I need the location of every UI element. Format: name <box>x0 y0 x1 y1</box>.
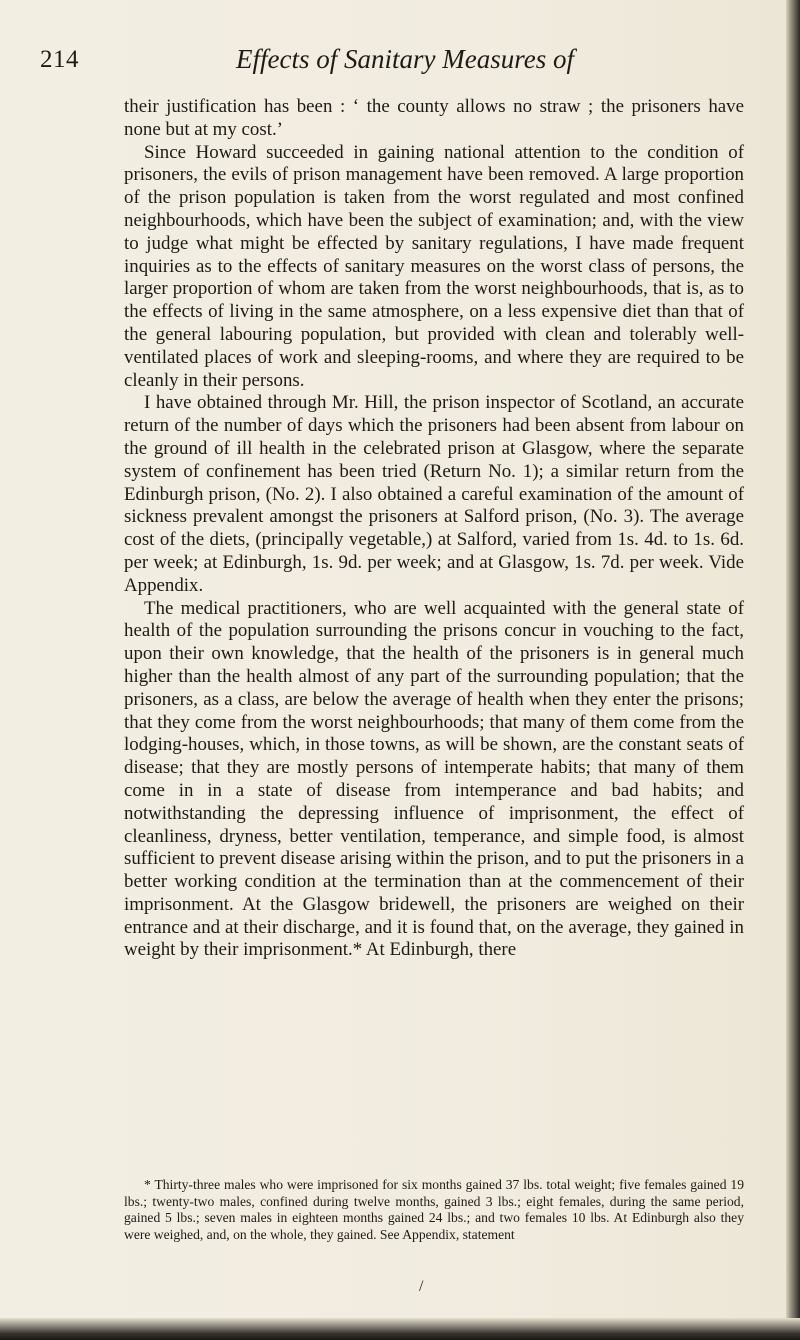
main-text <box>124 96 744 962</box>
page-number: 214 <box>40 46 79 73</box>
page-header <box>40 42 740 82</box>
page-edge-right <box>786 0 800 1340</box>
paragraph-continuation: their justification has been : ‘ the county allows no straw ; the prisoners have none but at my cost.’ <box>124 96 744 140</box>
running-title: Effects of Sanitary Measures of <box>236 44 574 74</box>
paragraph-returns: I have obtained through Mr. Hill, the prison inspector of Scotland, an accurate return of the number of days which the prisoners had been absent from labour on the ground of ill health in the celebrated prison at Glasgow, where the separate system of confinement has been tried (Return No. 1); a similar return from the Edinburgh prison, (No. 2). I also obtained a careful examination of the amount of sickness prevalent amongst the prisoners at Salford prison, (No. 3). The average cost of the diets, (principally vegetable,) at Salford, varied from 1s. 4d. to 1s. 6d. per week; at Edinburgh, 1s. 9d. per week; and at Glasgow, 1s. 7d. per week. Vide Appendix. <box>124 392 744 596</box>
signature-mark: / <box>419 1278 424 1295</box>
paragraph-howard: Since Howard succeeded in gaining national attention to the condition of prisoners, the evils of prison management have been removed. A large proportion of the prison population is taken from the worst regulated and most confined neighbourhoods, which have been the subject of examination; and, with the view to judge what might be effected by sanitary regulations, I have made frequent inquiries as to the effects of sanitary measures on the worst class of persons, the larger proportion of whom are taken from the worst neighbourhoods, that is, as to the effects of living in the same atmosphere, on a less expensive diet than that of the general labouring population, but provided with clean and tolerably well-ventilated places of work and sleeping-rooms, and where they are required to be cleanly in their persons. <box>124 141 744 391</box>
footnote <box>124 1177 744 1244</box>
paragraph-medical-practitioners: The medical practitioners, who are well acquainted with the general state of health of the population surrounding the prisons concur in vouching to the fact, upon their own knowledge, that the health of the prisoners is in general much higher than the health almost of any part of the surrounding population; that the prisoners, as a class, are below the average of health when they enter the prisons; that they come from the worst neighbourhoods; that many of them come from the lodging-houses, which, in those towns, as will be shown, are the constant seats of disease; that they are mostly persons of intemperate habits; that many of them come in in a state of disease from intemperance and bad habits; and notwithstanding the depressing influence of imprisonment, the effect of cleanliness, dryness, better ventilation, temperance, and simple food, is almost sufficient to prevent disease arising within the prison, and to put the prisoners in a better working condition at the termination than at the commencement of their imprisonment. At the Glasgow bridewell, the prisoners are weighed on their entrance and at their discharge, and it is found that, on the average, they gained in weight by their imprisonment.* At Edinburgh, there <box>124 597 744 961</box>
page-edge-bottom <box>0 1318 800 1340</box>
footnote-text: * Thirty-three males who were imprisoned for six months gained 37 lbs. total weight; five females gained 19 lbs.; twenty-two males, confined during twelve months, gained 3 lbs.; eight females, during the same period, gained 5 lbs.; seven males in eighteen months gained 24 lbs.; and two females 10 lbs. At Edinburgh also they were weighed, and, on the whole, they gained. See Appendix, statement <box>124 1177 744 1243</box>
